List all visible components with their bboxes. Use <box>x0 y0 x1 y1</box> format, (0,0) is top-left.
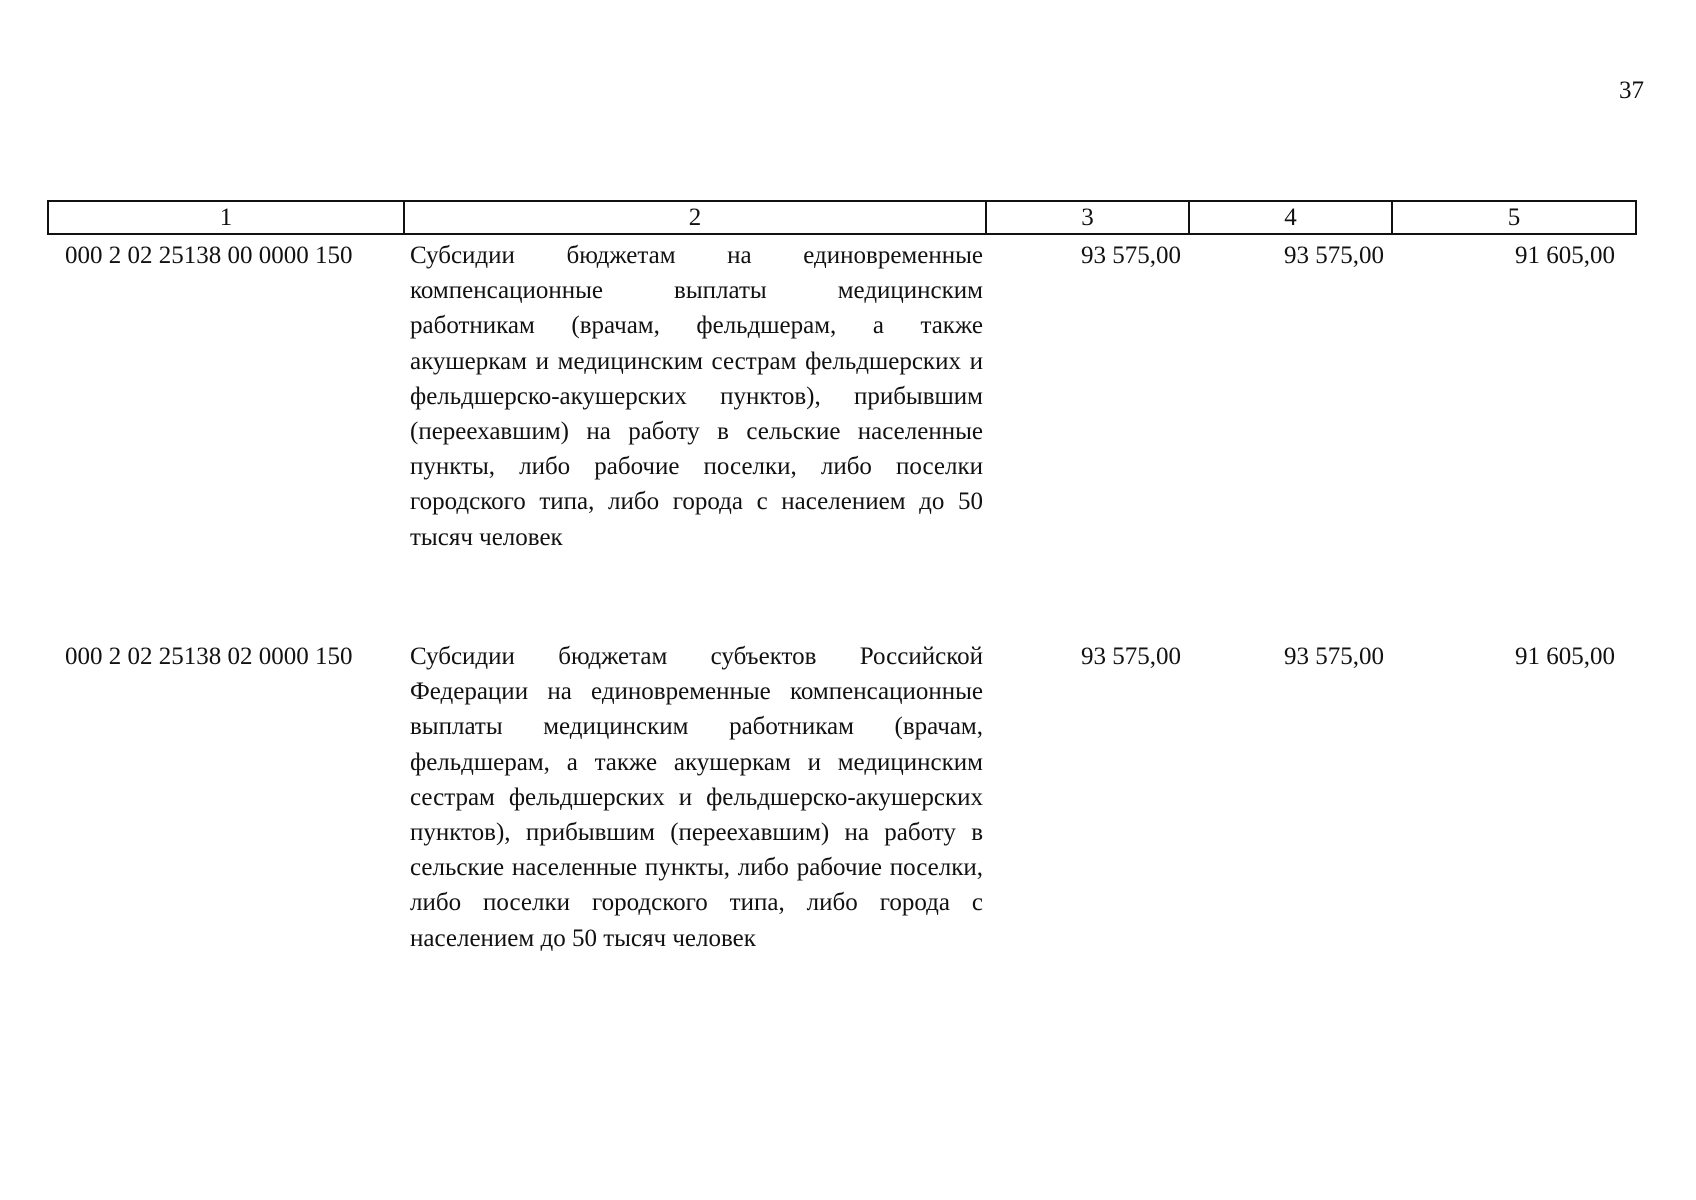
row-description: Субсидии бюджетам на единовременные компенсационные выплаты медицинским работникам (врачам, фельдшерам, а также акушеркам и медицинским сестрам фельдшерских и фельдшерско-акушерских пунктов), прибывшим (переехавшим) на работу в сельские населенные пункты, либо рабочие поселки, либо поселки городского типа, либо города с населением до 50 тысяч человек <box>410 242 983 551</box>
row-code: 000 2 02 25138 02 0000 150 <box>65 643 353 670</box>
column-header-2: 2 <box>405 202 987 233</box>
row-code: 000 2 02 25138 00 0000 150 <box>65 242 353 269</box>
column-header-3: 3 <box>987 202 1190 233</box>
row-description: Субсидии бюджетам субъектов Российской Федерации на единовременные компенсационные выплаты медицинским работникам (врачам, фельдшерам, а также акушеркам и медицинским сестрам фельдшерских и фельдшерско-акушерских пунктов), прибывшим (переехавшим) на работу в сельские населенные пункты, либо рабочие поселки, либо поселки городского типа, либо города с населением до 50 тысяч человек <box>410 643 983 952</box>
column-header-5: 5 <box>1507 204 1521 231</box>
row-value-col4: 93 575,00 <box>1284 643 1384 670</box>
table-header <box>47 200 1637 235</box>
row-value-col5: 91 605,00 <box>1515 242 1615 269</box>
row-value-col4: 93 575,00 <box>1284 242 1384 269</box>
row-value-col3: 93 575,00 <box>1081 242 1181 269</box>
row-value-col5: 91 605,00 <box>1515 643 1615 670</box>
column-header-4: 4 <box>1190 202 1393 233</box>
column-header-1: 1 <box>49 202 405 233</box>
row-value-col3: 93 575,00 <box>1081 643 1181 670</box>
page-number: 37 <box>1619 77 1644 104</box>
